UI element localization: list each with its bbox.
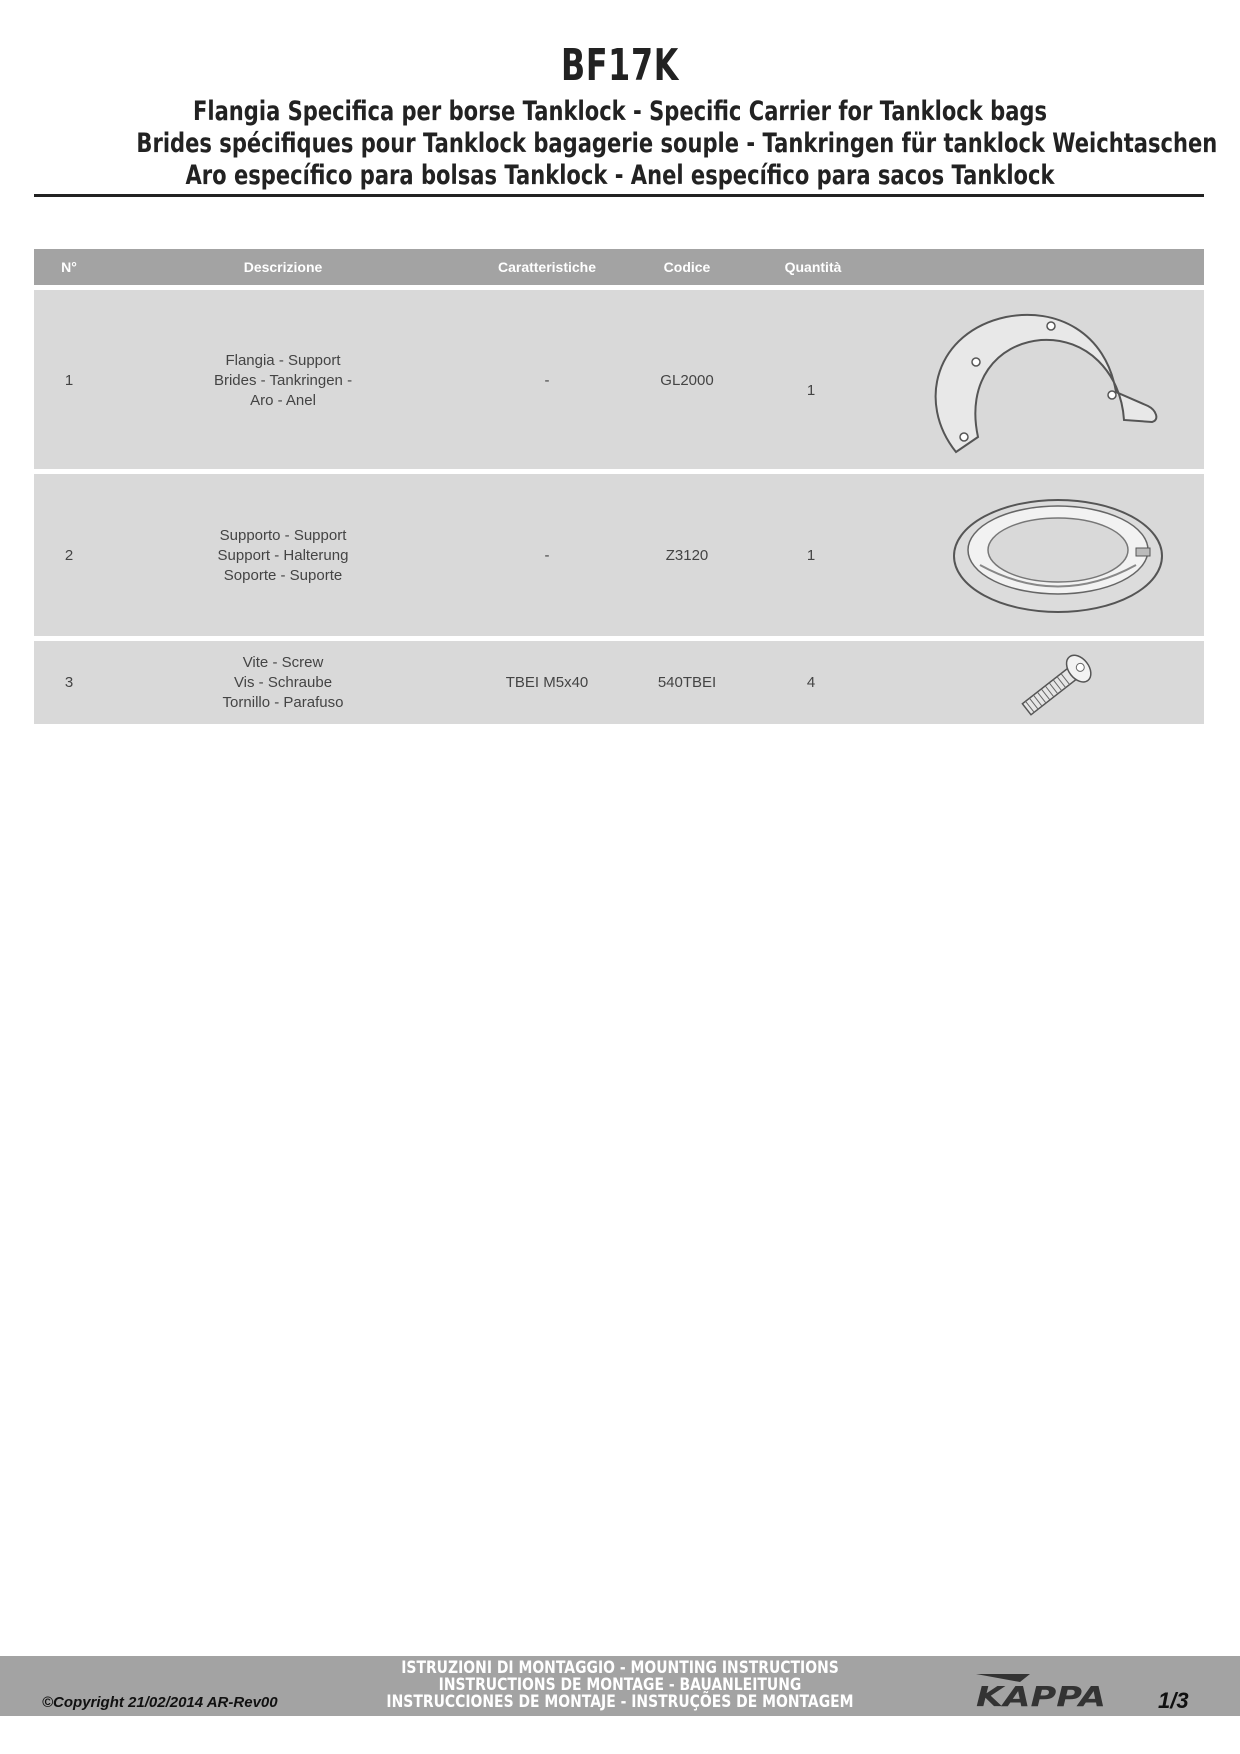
row-features: - (544, 547, 550, 564)
header-code: Codice (663, 259, 711, 275)
description-line: Soporte - Suporte (223, 567, 343, 584)
description-line: Tornillo - Parafuso (222, 694, 344, 711)
instruction-line-3: INSTRUCCIONES DE MONTAJE - INSTRUÇÕES DE MONTAGEM (386, 1692, 854, 1712)
row-features: - (544, 372, 550, 389)
parts-table (34, 249, 1204, 724)
page-number: 1/3 (1158, 1688, 1189, 1713)
header-description: Descrizione (243, 259, 323, 275)
header-number: N° (61, 259, 77, 275)
title-line-2: Brides spécifiques pour Tanklock bagagerie souple - Tankringen für tanklock Weichtaschen (136, 128, 1218, 159)
description-line: Brides - Tankringen - (213, 372, 353, 389)
description-line: Aro - Anel (250, 392, 316, 409)
row-code: 540TBEI (657, 674, 717, 691)
description-line: Flangia - Support (225, 352, 341, 369)
table-header (34, 249, 1204, 285)
row-description (218, 526, 349, 586)
table-row (34, 474, 1204, 636)
table-row (34, 290, 1204, 469)
description-line: Vite - Screw (242, 654, 324, 671)
row-quantity: 1 (806, 382, 816, 399)
title-line-1: Flangia Specifica per borse Tanklock - Specific Carrier for Tanklock bags (192, 96, 1048, 127)
description-line: Supporto - Support (219, 527, 347, 544)
product-code: BF17K (560, 40, 680, 91)
flange-ring-image (926, 302, 1192, 462)
row-code: GL2000 (660, 372, 714, 389)
row-quantity: 4 (806, 674, 816, 691)
row-number: 2 (64, 547, 74, 564)
kappa-logo (972, 1670, 1110, 1710)
instruction-line-2: INSTRUCTIONS DE MONTAGE - BAUANLEITUNG (438, 1675, 802, 1695)
row-number: 1 (64, 372, 74, 389)
row-code: Z3120 (665, 547, 709, 564)
row-description (214, 351, 352, 411)
instruction-line-1: ISTRUZIONI DI MONTAGGIO - MOUNTING INSTRUCTIONS (401, 1658, 839, 1678)
brand-text: KAPPA (976, 1680, 1106, 1710)
support-ring-image (940, 490, 1180, 620)
header-features: Caratteristiche (497, 259, 597, 275)
title-line-3: Aro específico para bolsas Tanklock - Anel específico para sacos Tanklock (185, 160, 1055, 191)
copyright-notice: ©Copyright 21/02/2014 AR-Rev00 (42, 1694, 278, 1711)
row-features: TBEI M5x40 (505, 674, 589, 691)
header-quantity: Quantità (784, 259, 842, 275)
row-quantity: 1 (806, 547, 816, 564)
table-row (34, 641, 1204, 724)
row-description (223, 653, 344, 713)
row-number: 3 (64, 674, 74, 691)
screw-image (1004, 649, 1114, 719)
header-divider (34, 194, 1204, 197)
description-line: Support - Halterung (217, 547, 349, 564)
document-header (0, 36, 1240, 192)
description-line: Vis - Schraube (233, 674, 333, 691)
